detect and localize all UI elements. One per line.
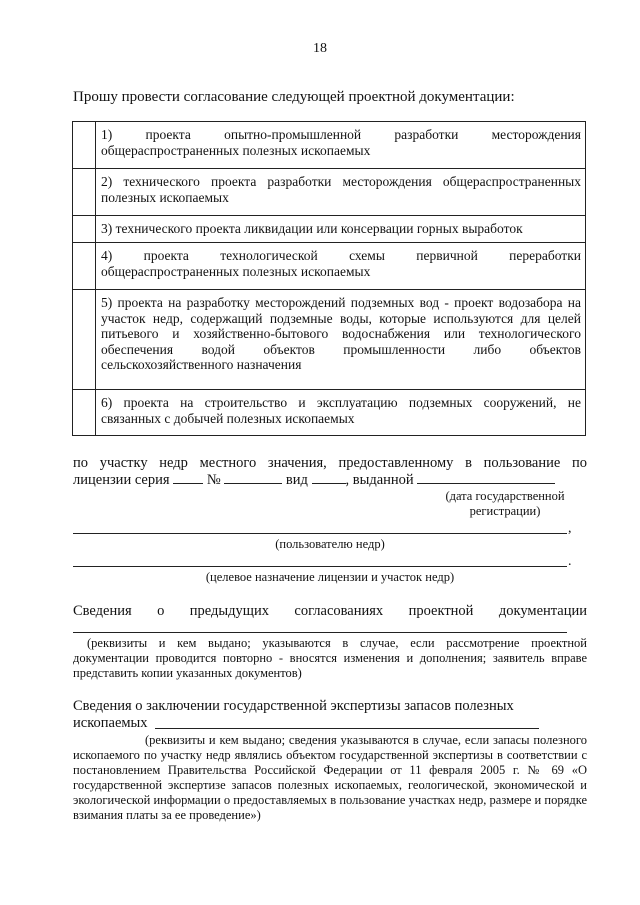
table-row xyxy=(73,169,586,216)
page-number: 18 xyxy=(313,41,327,56)
license-series-field[interactable] xyxy=(173,472,203,484)
license-series-label: лицензии серия xyxy=(73,472,170,488)
user-caption: (пользователю недр) xyxy=(275,537,385,551)
document-type-table xyxy=(72,121,586,436)
expertise-heading-2: ископаемых xyxy=(73,715,148,731)
expertise-field[interactable] xyxy=(155,728,539,729)
document-type-option: 4) проекта технологической схемы первичной переработки общераспространенных полезных ископаемых xyxy=(96,243,586,290)
intro-text: Прошу провести согласование следующей проектной документации: xyxy=(73,89,515,105)
license-number-label: № xyxy=(206,472,221,488)
license-type-field[interactable] xyxy=(312,472,346,484)
date-caption-2: регистрации) xyxy=(469,504,541,518)
expertise-heading-1: Сведения о заключении государственной экспертизы запасов полезных xyxy=(73,698,514,714)
purpose-field[interactable] xyxy=(73,566,567,567)
previous-approvals-note: (реквизиты и кем выдано; указываются в случае, если рассмотрение проектной документации проводится повторно - вносятся изменения и дополнения; заявитель вправе представить копии указанных документов) xyxy=(73,636,587,680)
checkbox-cell[interactable] xyxy=(73,290,96,390)
table-row xyxy=(73,290,586,390)
checkbox-cell[interactable] xyxy=(73,390,96,436)
document-type-option: 1) проекта опытно-промышленной разработки месторождения общераспространенных полезных ископаемых xyxy=(96,122,586,169)
table-row xyxy=(73,216,586,243)
expertise-note: (реквизиты и кем выдано; сведения указываются в случае, если запасы полезного ископаемого по участку недр являлись объектом государственной экспертизы в соответствии с постановлением Правительства Российской Федерации от 11 февраля 2005 г. № 69 «О государственной экспертизе запасов полезных ископаемых, геологической, экономической и экологической информации о предоставляемых в пользование участках недр, размере и порядке взимания платы за ее проведение») xyxy=(73,733,587,822)
license-line-2 xyxy=(73,472,587,489)
date-caption-1: (дата государственной xyxy=(445,489,565,503)
purpose-caption: (целевое назначение лицензии и участок недр) xyxy=(205,570,455,584)
license-type-label: вид xyxy=(285,472,308,488)
checkbox-cell[interactable] xyxy=(73,122,96,169)
checkbox-cell[interactable] xyxy=(73,216,96,243)
table-row xyxy=(73,122,586,169)
license-date-field[interactable] xyxy=(417,472,555,484)
license-issued-label: , выданной xyxy=(345,472,414,488)
table-row xyxy=(73,243,586,290)
document-type-option: 2) технического проекта разработки месторождения общераспространенных полезных ископаемых xyxy=(96,169,586,216)
previous-approvals-field[interactable] xyxy=(73,632,567,633)
checkbox-cell[interactable] xyxy=(73,169,96,216)
previous-approvals-heading: Сведения о предыдущих согласованиях проектной документации xyxy=(73,603,587,619)
table-row xyxy=(73,390,586,436)
license-line-1: по участку недр местного значения, предоставленному в пользование по xyxy=(73,455,587,471)
document-type-option: 5) проекта на разработку месторождений подземных вод - проект водозабора на участок недр, содержащий подземные воды, которые используются для целей питьевого и хозяйственно-бытового водоснабжения или технологического обеспечения водой объектов промышленности либо объектов сельскохозяйственного назначения xyxy=(96,290,586,390)
document-type-option: 6) проекта на строительство и эксплуатацию подземных сооружений, не связанных с добычей полезных ископаемых xyxy=(96,390,586,436)
checkbox-cell[interactable] xyxy=(73,243,96,290)
license-number-field[interactable] xyxy=(224,472,282,484)
user-field[interactable] xyxy=(73,533,567,534)
document-type-option: 3) технического проекта ликвидации или консервации горных выработок xyxy=(96,216,586,243)
